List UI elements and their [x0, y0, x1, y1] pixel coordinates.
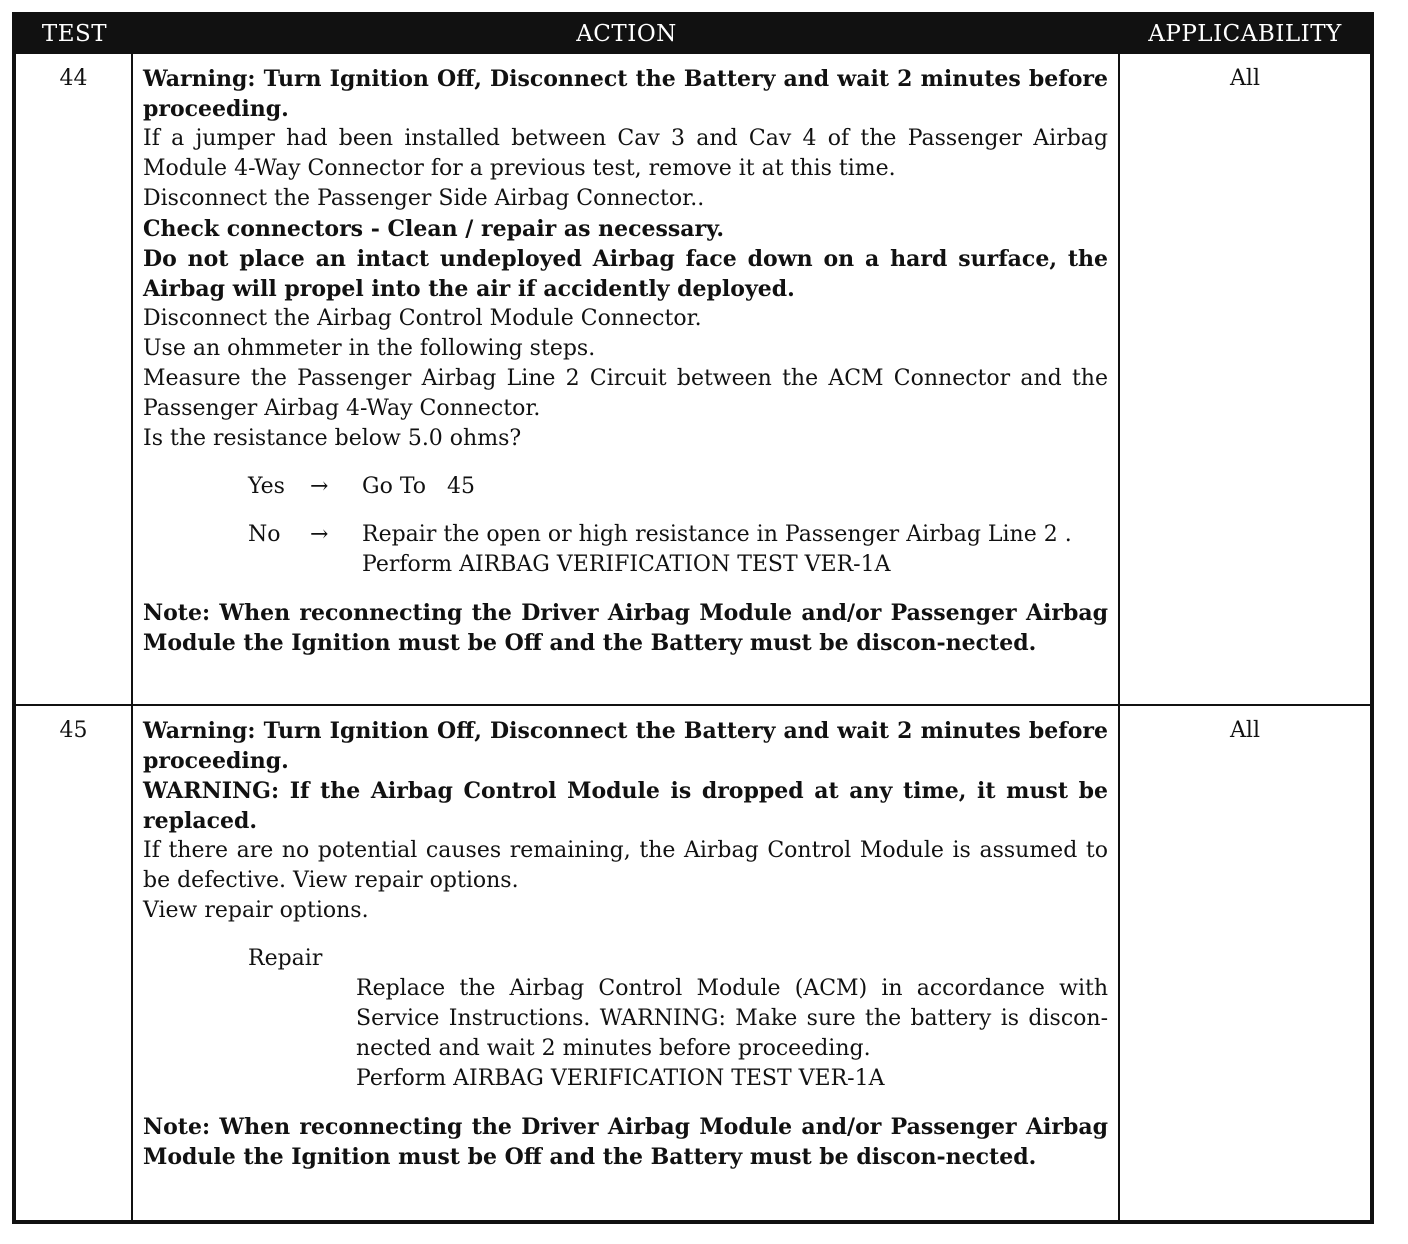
choice-result: Go To 45 [362, 474, 475, 499]
applicability-value: All [1230, 718, 1260, 743]
choice-yes [248, 472, 1108, 502]
test-number: 45 [16, 706, 133, 1220]
repair-verify-text: Perform AIRBAG VERIFICATION TEST VER-1A [356, 1066, 885, 1091]
action-line: Use an ohmmeter in the following steps. [143, 336, 596, 361]
choice-label: Yes [248, 474, 285, 499]
action-line: Disconnect the Airbag Control Module Connector. [143, 306, 702, 331]
action-line: If a jumper had been installed between Cav 3 and Cav 4 of the Passenger Airbag Module 4-Way Connector for a previous test, remove it at this time. [143, 126, 1108, 181]
test-number: 44 [16, 54, 133, 704]
action-cell [133, 706, 1120, 1220]
table-row [16, 704, 1370, 1220]
applicability-value: All [1230, 66, 1260, 91]
choice-result-line: Repair the open or high resistance in Passenger Airbag Line 2 . [362, 522, 1072, 547]
arrow-icon: → [310, 522, 329, 547]
warning-dropped-text: WARNING: If the Airbag Control Module is dropped at any time, it must be replaced. [143, 778, 1108, 834]
table-row [16, 52, 1370, 704]
spacer [143, 1094, 1108, 1112]
spacer [143, 580, 1108, 598]
note-text: Note: When reconnecting the Driver Airbag Module and/or Passenger Airbag Module the Ignition must be Off and the Battery must be discon-nected. [143, 1114, 1108, 1170]
repair-label: Repair [248, 946, 323, 971]
choice-result [362, 520, 1108, 580]
action-cell [133, 54, 1120, 704]
airbag-caution-text: Do not place an intact undeployed Airbag face down on a hard surface, the Airbag will propel into the air if accidently deployed. [143, 246, 1108, 302]
header-applicability: APPLICABILITY [1148, 21, 1342, 47]
warning-text: Warning: Turn Ignition Off, Disconnect the Battery and wait 2 minutes before proceeding. [143, 718, 1108, 774]
header-test: TEST [41, 21, 108, 47]
diagnostic-table [12, 12, 1374, 1224]
choice-label: No [248, 522, 281, 547]
action-line: View repair options. [143, 898, 369, 923]
warning-text: Warning: Turn Ignition Off, Disconnect the Battery and wait 2 minutes before proceeding. [143, 66, 1108, 122]
question-text: Is the resistance below 5.0 ohms? [143, 426, 522, 451]
choice-no [248, 520, 1108, 580]
repair-text: Replace the Airbag Control Module (ACM) in accordance with Service Instructions. WARNING: Make sure the battery is discon-nected and wait 2 minutes before proceeding. [356, 976, 1108, 1061]
choice-result-line: Perform AIRBAG VERIFICATION TEST VER-1A [362, 552, 891, 577]
action-line: Disconnect the Passenger Side Airbag Connector.. [143, 186, 705, 211]
action-line: If there are no potential causes remaining, the Airbag Control Module is assumed to be defective. View repair options. [143, 838, 1108, 893]
action-line: Measure the Passenger Airbag Line 2 Circuit between the ACM Connector and the Passenger Airbag 4-Way Connector. [143, 366, 1108, 421]
header-action: ACTION [576, 21, 677, 47]
check-connectors-text: Check connectors - Clean / repair as necessary. [143, 216, 725, 242]
arrow-icon: → [310, 474, 329, 499]
table-header [16, 16, 1370, 52]
note-text: Note: When reconnecting the Driver Airbag Module and/or Passenger Airbag Module the Ignition must be Off and the Battery must be discon-nected. [143, 600, 1108, 656]
